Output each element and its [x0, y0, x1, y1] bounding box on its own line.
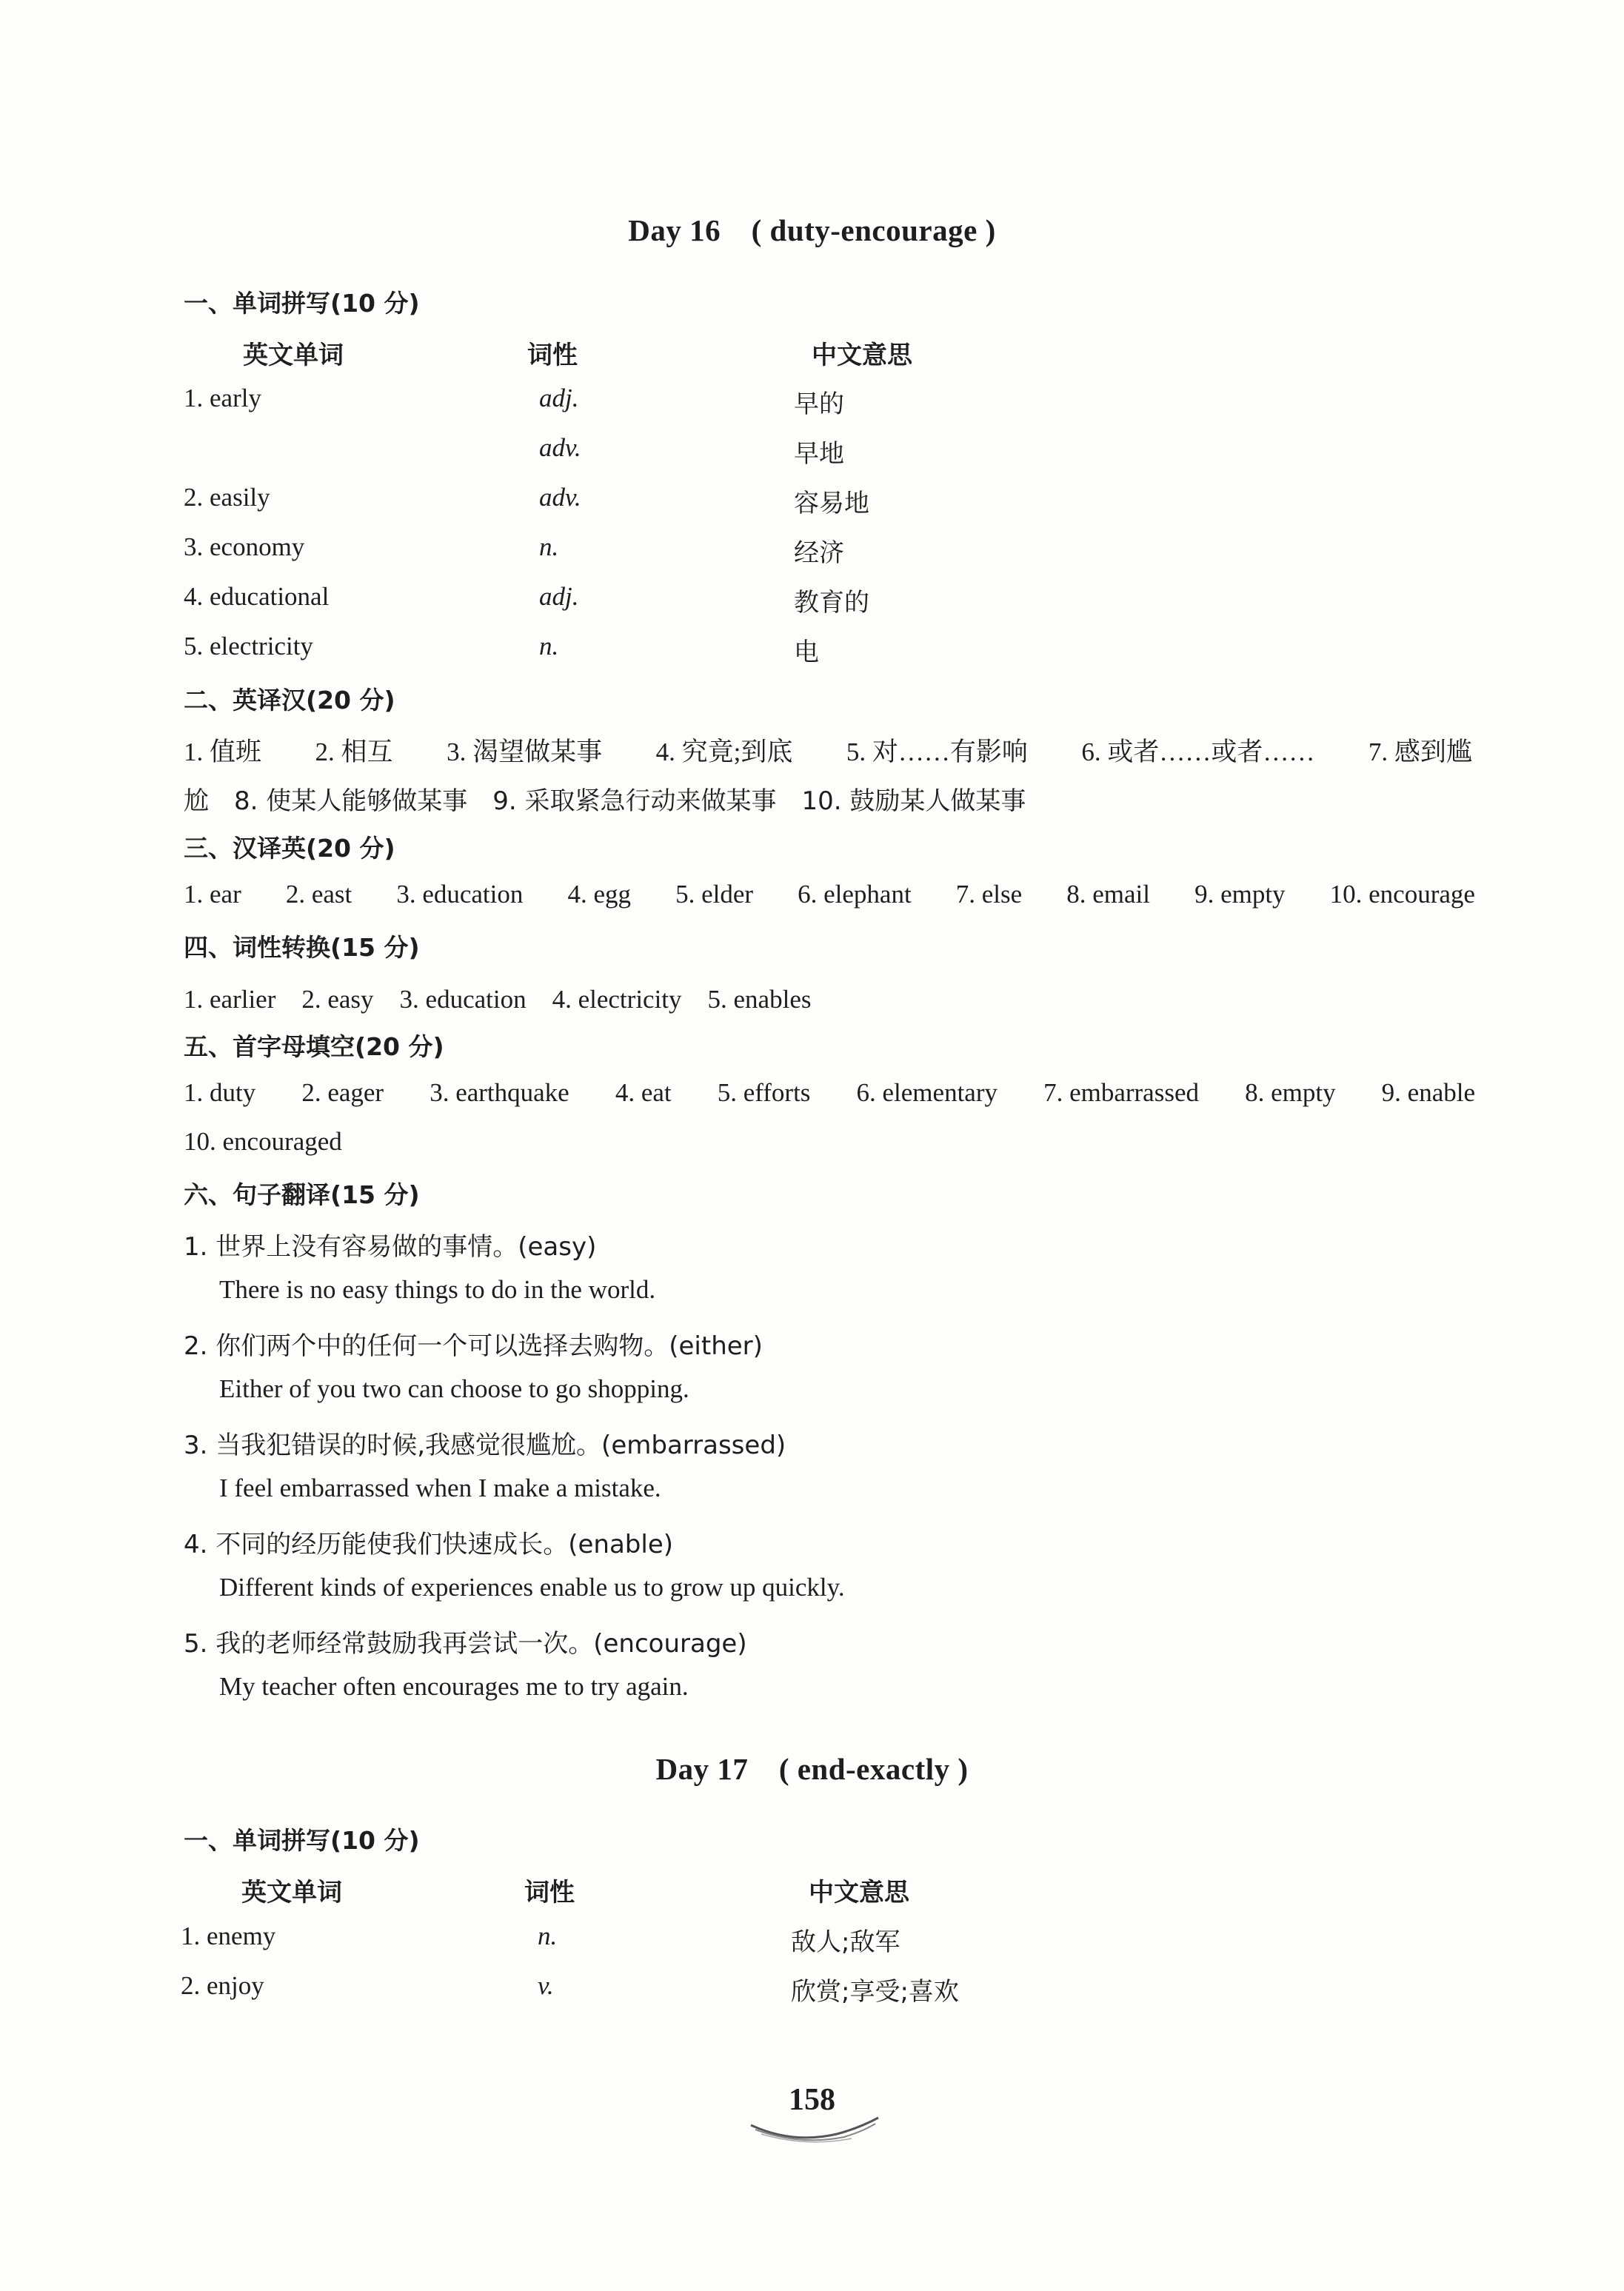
day16-section5-heading: 五、首字母填空(20 分) — [184, 1032, 444, 1061]
answer-item: 4. eat — [615, 1078, 672, 1107]
answer-item: 6. elementary — [856, 1078, 998, 1107]
day17-section1-heading: 一、单词拼写(10 分) — [184, 1826, 420, 1855]
day16-pos-1: adj. — [539, 384, 579, 412]
day16-section3-line1 — [184, 880, 1475, 909]
answer-item: 4. egg — [567, 880, 631, 909]
day16-meaning-4: 教育的 — [794, 588, 869, 618]
day16-pos-1b: adv. — [539, 433, 581, 462]
day16-word-4: 4. educational — [184, 582, 330, 611]
answer-item: 6. 或者……或者…… — [1081, 738, 1315, 766]
day17-col-pos: 词性 — [524, 1878, 575, 1907]
day16-section5-line2: 10. encouraged — [184, 1127, 342, 1156]
day17-word-1: 1. enemy — [181, 1922, 276, 1950]
answer-item: 5. efforts — [717, 1078, 811, 1107]
day17-pos-1: n. — [538, 1922, 558, 1950]
answer-item: 5. 对……有影响 — [846, 738, 1028, 766]
day16-meaning-5: 电 — [794, 638, 819, 667]
day17-word-2: 2. enjoy — [181, 1971, 264, 2000]
translation-question-5: 5. 我的老师经常鼓励我再尝试一次。(encourage) — [184, 1629, 747, 1659]
day17-title: Day 17 ( end-exactly ) — [655, 1752, 969, 1786]
answer-item: 5. elder — [675, 880, 754, 909]
translation-answer-4: Different kinds of experiences enable us to grow up quickly. — [219, 1573, 845, 1602]
answer-item: 8. email — [1066, 880, 1150, 909]
day17-col-meaning: 中文意思 — [809, 1878, 909, 1907]
day16-section4-heading: 四、词性转换(15 分) — [184, 933, 420, 962]
day16-title: Day 16 ( duty-encourage ) — [628, 213, 996, 247]
day16-word-2: 2. easily — [184, 483, 270, 512]
day16-meaning-3: 经济 — [794, 538, 844, 568]
day16-col-pos: 词性 — [527, 341, 578, 370]
day16-pos-5: n. — [539, 632, 559, 660]
day16-meaning-1: 早的 — [794, 389, 844, 419]
day16-section2-line2: 尬 8. 使某人能够做某事 9. 采取紧急行动来做某事 10. 鼓励某人做某事 — [184, 786, 1026, 816]
answer-item: 3. education — [396, 880, 524, 909]
day16-section3-heading: 三、汉译英(20 分) — [184, 834, 395, 863]
day16-meaning-1b: 早地 — [794, 439, 844, 469]
answer-item: 7. else — [955, 880, 1023, 909]
translation-question-1: 1. 世界上没有容易做的事情。(easy) — [184, 1232, 597, 1262]
day17-pos-2: v. — [538, 1971, 554, 2000]
translation-question-3: 3. 当我犯错误的时候,我感觉很尴尬。(embarrassed) — [184, 1431, 786, 1460]
day16-section2-heading: 二、英译汉(20 分) — [184, 686, 395, 715]
day17-meaning-2: 欣赏;享受;喜欢 — [791, 1977, 959, 2007]
answer-item: 3. 渴望做某事 — [447, 738, 603, 766]
day16-word-1: 1. early — [184, 384, 261, 412]
answer-item: 6. elephant — [798, 880, 912, 909]
answer-item: 7. 感到尴 — [1368, 738, 1472, 766]
day16-word-3: 3. economy — [184, 532, 305, 561]
day17-col-word: 英文单词 — [241, 1878, 342, 1907]
answer-item: 4. 究竟;到底 — [655, 738, 793, 766]
answer-item: 9. empty — [1194, 880, 1286, 909]
answer-item: 1. duty — [184, 1078, 256, 1107]
answer-item: 3. earthquake — [430, 1078, 569, 1107]
answer-item: 2. eager — [301, 1078, 384, 1107]
translation-answer-1: There is no easy things to do in the world. — [219, 1275, 656, 1304]
translation-answer-3: I feel embarrassed when I make a mistake. — [219, 1474, 661, 1502]
answer-item: 1. 值班 — [184, 738, 262, 766]
day16-pos-3: n. — [539, 532, 559, 561]
day16-pos-4: adj. — [539, 582, 579, 611]
day16-section4-line1: 1. earlier 2. easy 3. education 4. electricity 5. enables — [184, 985, 812, 1014]
page-number: 158 — [789, 2083, 835, 2117]
day16-section1-heading: 一、单词拼写(10 分) — [184, 289, 420, 318]
answer-item: 7. embarrassed — [1043, 1078, 1199, 1107]
translation-answer-2: Either of you two can choose to go shopping. — [219, 1374, 689, 1403]
day16-meaning-2: 容易地 — [794, 489, 869, 518]
page-number-swoosh — [748, 2115, 881, 2144]
answer-item: 1. ear — [184, 880, 241, 909]
day16-section5-line1 — [184, 1078, 1475, 1108]
answer-item: 9. enable — [1381, 1078, 1475, 1107]
day16-section2-line1 — [184, 732, 1472, 769]
translation-question-4: 4. 不同的经历能使我们快速成长。(enable) — [184, 1530, 674, 1559]
answer-item: 10. encourage — [1329, 880, 1475, 909]
answer-item: 2. 相互 — [315, 738, 393, 766]
day16-col-word: 英文单词 — [243, 341, 344, 370]
day16-pos-2: adv. — [539, 483, 581, 512]
answer-item: 2. east — [285, 880, 352, 909]
translation-answer-5: My teacher often encourages me to try again. — [219, 1672, 689, 1701]
day16-col-meaning: 中文意思 — [812, 341, 912, 370]
answer-item: 8. empty — [1245, 1078, 1336, 1107]
day17-meaning-1: 敌人;敌军 — [791, 1927, 900, 1957]
day16-section6-heading: 六、句子翻译(15 分) — [184, 1180, 420, 1209]
translation-question-2: 2. 你们两个中的任何一个可以选择去购物。(either) — [184, 1331, 763, 1361]
day16-word-5: 5. electricity — [184, 632, 313, 660]
